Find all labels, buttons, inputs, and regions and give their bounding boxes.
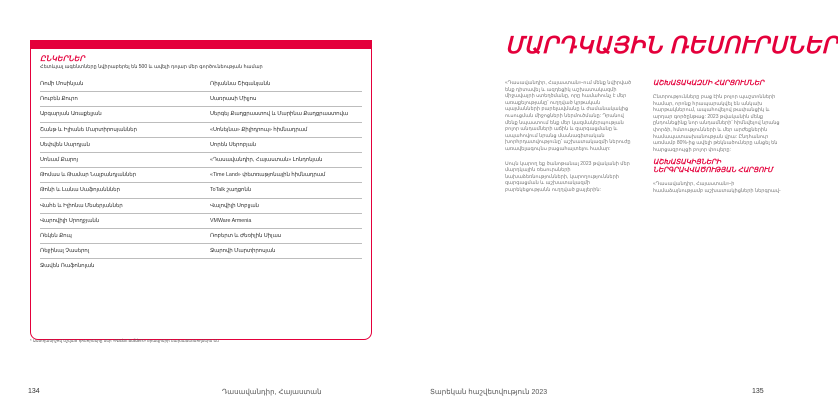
partner-name-left: Ռեկեն Քոպ: [40, 232, 72, 239]
partner-name-right: Վալովիլի Սոբլյան: [210, 202, 259, 209]
table-row: [40, 183, 362, 198]
partner-name-right: «Սոնեյնա» Քիլիդրոպ» հիմնադրամ: [210, 126, 308, 133]
partners-box: [30, 40, 372, 340]
partner-name-left: Շանթ և Իլիանե Մարտիրոսյաններ: [40, 126, 137, 133]
partner-name-right: «Դասավանդիր, Հայաստան» Լոնդոնյան: [210, 157, 323, 164]
table-row: [40, 92, 362, 107]
box-title: ԸՆԿԵՐՆԵՐ: [40, 54, 85, 63]
table-row: [40, 229, 362, 244]
partner-name-left: Ռեջինալ Չասերոլ: [40, 248, 90, 255]
partner-name-left: Սեփվեն Սարդյան: [40, 141, 90, 148]
section-heading: ԱՇԽԱՏԱԿԱԶՄԻ ՀԱՐՑՈՒՄՆԵՐ: [653, 80, 764, 87]
paragraph: «Դասավանդիր, Հայաստան»-ի համաձայնությամբ աշխատակիցների ներգրավ-: [653, 181, 781, 194]
partner-name-left: Ռոմի Մոսինյան: [40, 81, 84, 88]
partner-name-left: Սոնամ Քարոյ: [40, 157, 78, 164]
table-row: [40, 107, 362, 122]
running-header-left: Դասավանդիր, Հայաստան: [222, 389, 322, 396]
partner-name-right: Սառրասի Միլյոս: [210, 96, 257, 103]
paragraph: «Դասավանդիր, Հայաստան»-ում մենք նվիրված ենք դիտավել և ազդեցիկ աշխատակազմի միջավայրի ստեղծմանը, որը համահունչ է մեր առաքելությանը՝ ուղղված կրթական պայմանների բարելավմանը և ժամանակակից ուսուցման միջոցների ներմուծմանը: Դրանով մենք նպաստում ենք մեր կազմակերպության բոլոր անդամների աճին և զարգացմանը և ապահովում նրանց մասնագիտական խորհրդատվությունը՝ աշխատակազմի ներուժը առավելագույնս բացահայտելու համար:: [505, 80, 632, 152]
text-column-2: [653, 80, 781, 201]
partner-name-left: Աբգարյան Առաքելյան: [40, 111, 102, 118]
table-row: [40, 138, 362, 153]
right-page: [400, 0, 838, 400]
page-number-right: 135: [752, 388, 764, 395]
partner-name-left: Վահե և Իլիոնա Մեսերյաններ: [40, 202, 123, 209]
partner-name-right: «Time Land» փետռաթյոնային հիմնադրամ: [210, 172, 326, 179]
partner-name-right: ToTalk շաղցոնն: [210, 187, 252, 194]
table-row: [40, 168, 362, 183]
table-row: [40, 199, 362, 214]
table-row: [40, 244, 362, 259]
partner-name-left: Թոնի և Լանա Սաֆոյանններ: [40, 187, 120, 194]
section-heading: ԱՇԽԱՏԱԿԻՑՆԵՐԻ ՆԵՐԳՐԱՎՎԱԾՈՒԹՅԱՆ ՀԱՐՑՈՒՄ: [653, 159, 773, 175]
running-header-right: Տարեկան հաշվետվություն 2023: [430, 389, 548, 396]
text-column-1: [505, 80, 635, 202]
page-number-left: 134: [28, 388, 40, 395]
partner-name-right: Ռիլաննա Շիգանյանն: [210, 81, 271, 88]
footnote: * Աստղանիշով նշված դոնորները մեր «Nation Builders» ծրագրերի նախաձեռնողներն են: [30, 338, 219, 343]
partner-name-right: VMWare Armenia: [210, 217, 252, 224]
paragraph: Ընտրությունները բաց էին բոլոր պաշտոնների համար, որոնք հրապարակվել են անկախ հարթակներում, ապահովելով թափանցիկ և արդար գործընթաց: 2023 թվականին մենք ընդունեցինք նոր անդամների՝ հիմնվելով նրանց փորձի, հմտությունների և մեր արժեքներին համապատասխանության վրա: Ընդհանուր առմամբ 80%-ից ավելի թեկնածուները անցել են հարցազրույցի բոլոր փուլերը:: [653, 94, 780, 153]
page-title: ՄԱՐԴԿԱՅԻՆ ՌԵՍՈՒՐՍՆԵՐ: [505, 32, 838, 58]
partner-name-left: Թոմաս և Թամար Նալբանդյաններ: [40, 172, 136, 179]
partner-name-right: Ռոբերտ և Ժեռիլին Սիլաս: [210, 232, 281, 239]
table-row: [40, 153, 362, 168]
partner-name-left: Վարովիլի Սրողջյանն: [40, 217, 100, 224]
table-row: [40, 77, 362, 92]
table-row: [40, 259, 362, 273]
partner-name-left: Ռուբեն Քուրո: [40, 96, 78, 103]
partner-name-right: Սերգեյ Քաղցրաստով և Մարինա Քաղցրաստովա: [210, 111, 349, 118]
partner-name-right: Ջարովի Մարտիրոսյան: [210, 248, 276, 255]
paragraph: Սույն կարող եք ծանոթանալ 2023 թվականի մեր մարդկային ռեսուրսների նախաձեռնությունների, կարողությունների զարգացման և աշխատակազմի բարեկեցությանն ուղղված քայլերին:: [505, 160, 630, 193]
partners-table: [40, 77, 362, 273]
partner-name-left: Ջավեն Ռաֆոնոլան: [40, 263, 95, 270]
table-row: [40, 123, 362, 138]
partner-name-right: Սորեն Սերոբյան: [210, 141, 257, 148]
table-row: [40, 214, 362, 229]
box-subtitle: Հետևյալ ագենտները նվիրաբերել են 500 և ավելի դոլար մեր գործունեության համար: [40, 64, 263, 70]
left-page: [0, 0, 400, 400]
